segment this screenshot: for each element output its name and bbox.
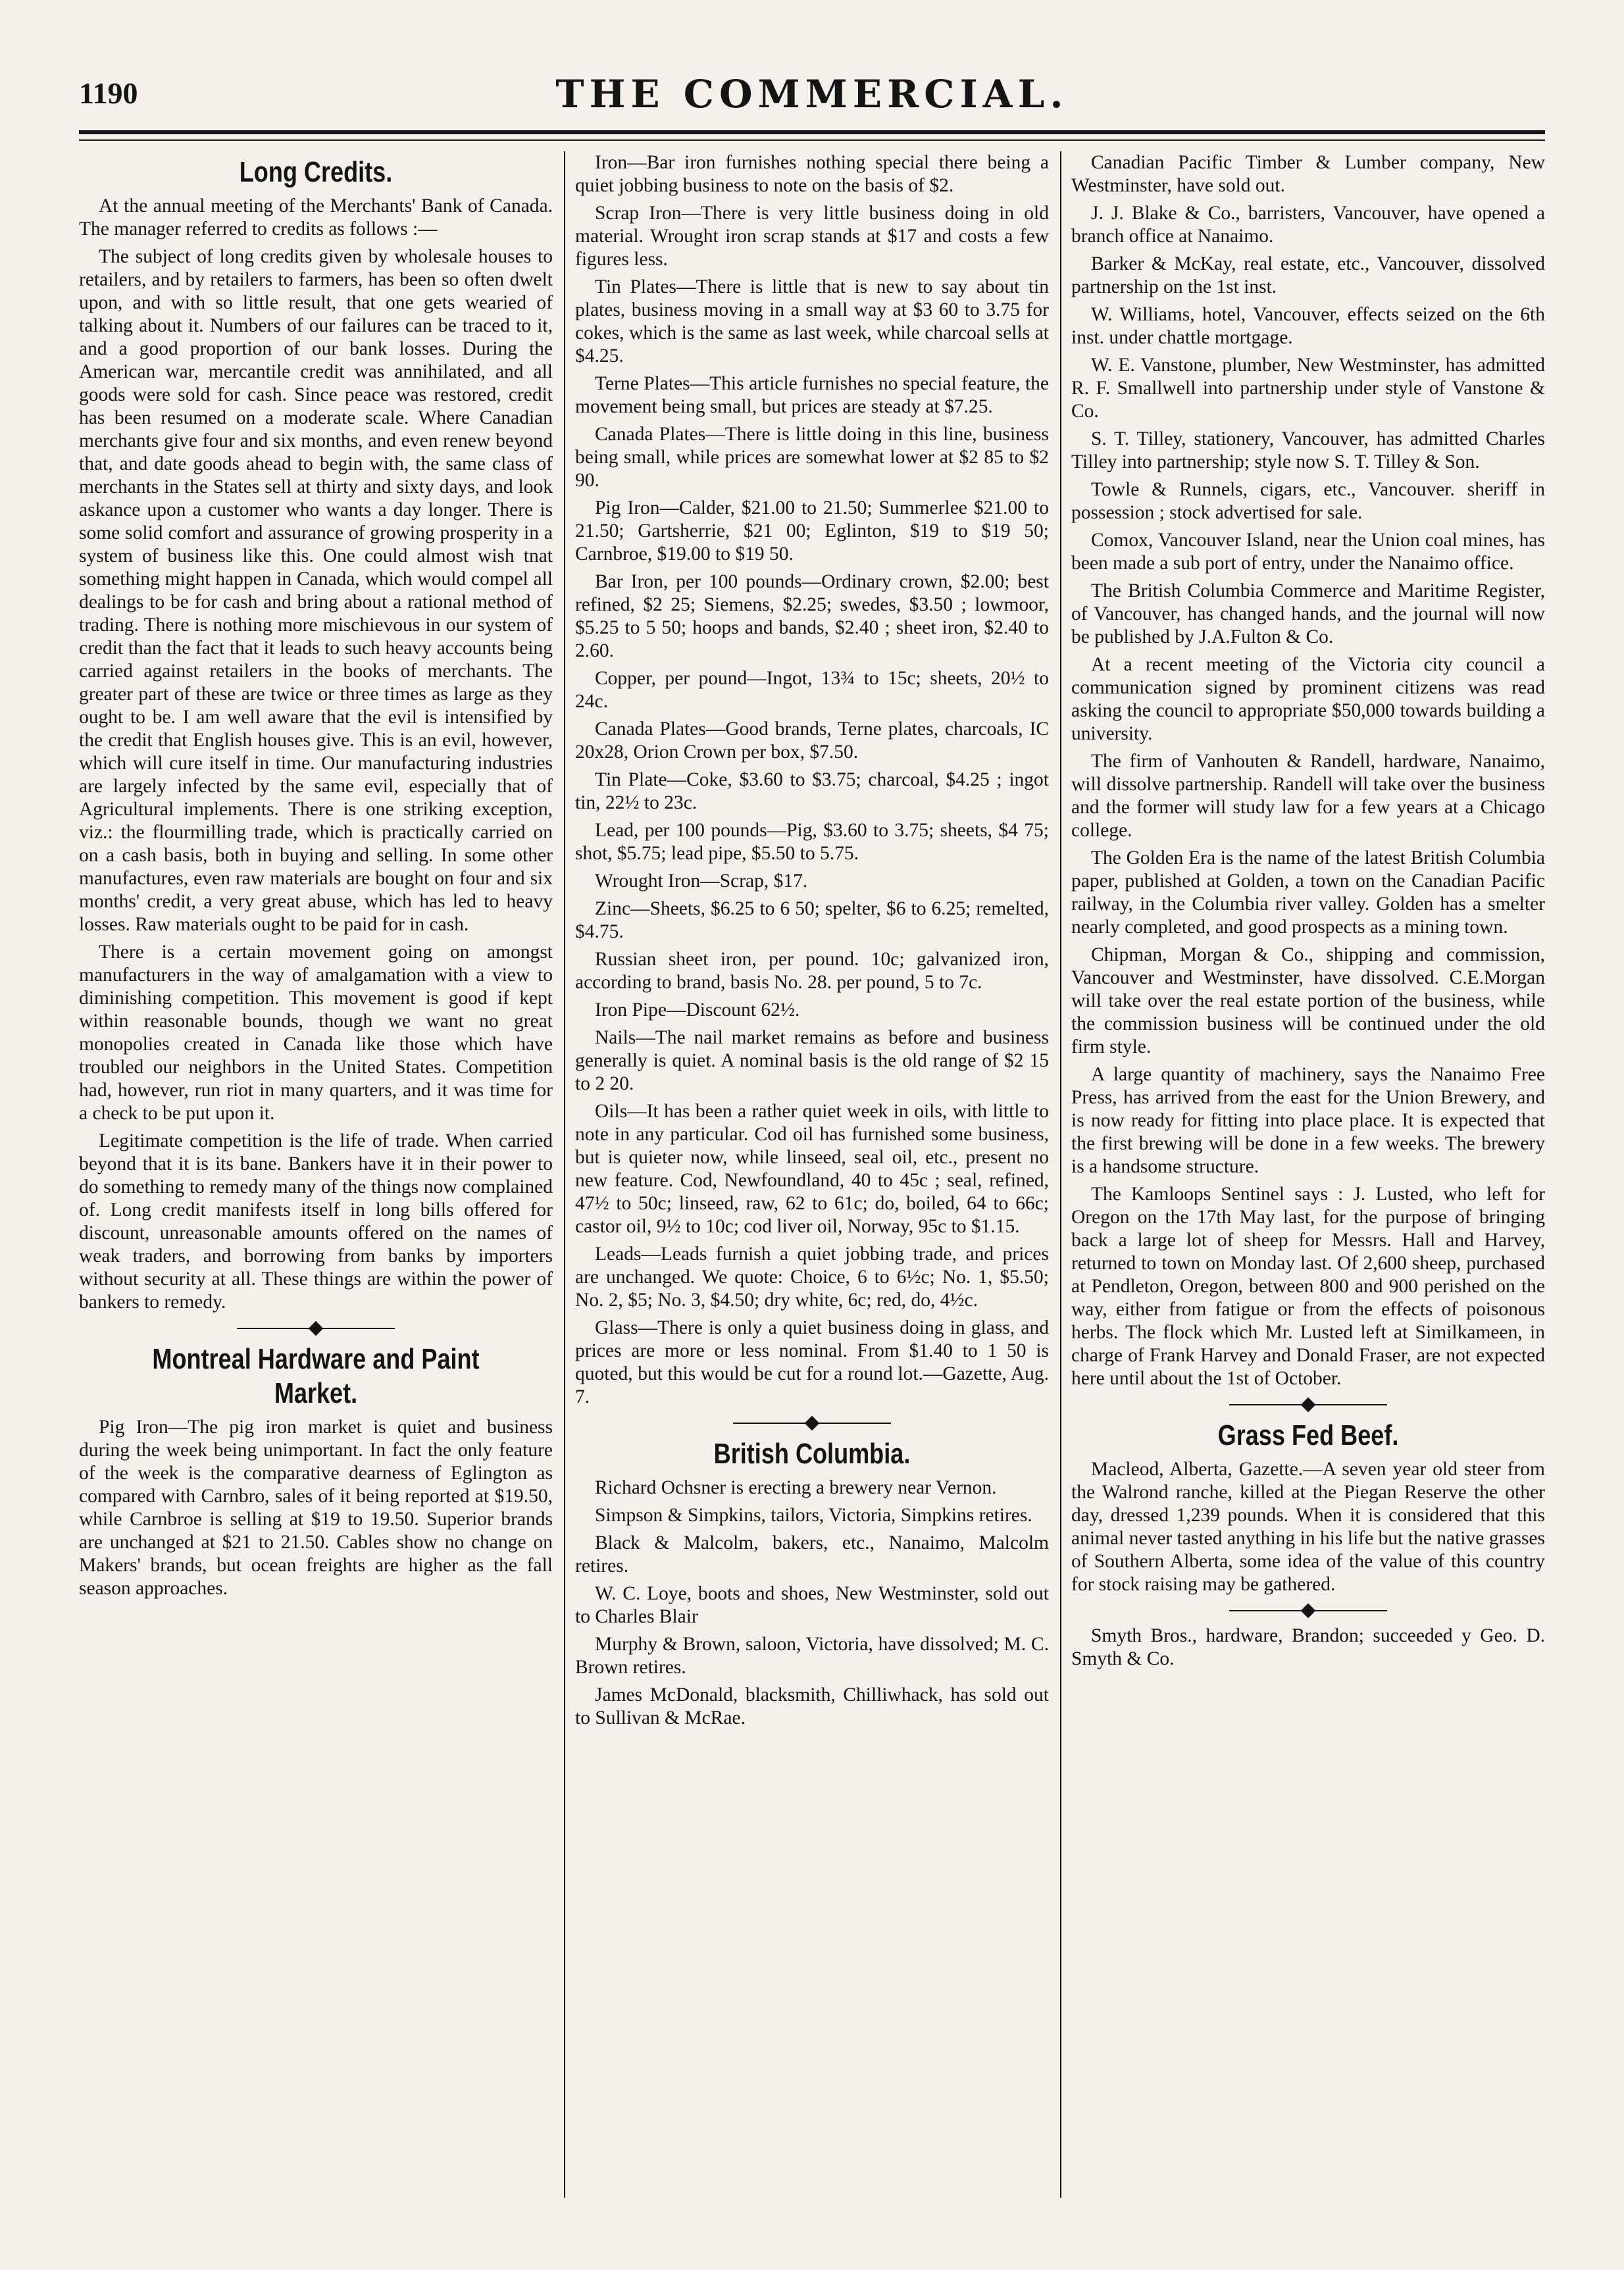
column-2 (575, 151, 1049, 2198)
paragraph: W. E. Vanstone, plumber, New Westminster, has admitted R. F. Smallwell into partnership under style of Vanstone & Co. (1071, 355, 1545, 422)
paragraph: There is a certain movement going on amongst manufacturers in the way of amalgamation with a view to diminishing competition. This movement is good if kept within reasonable bounds, though we want no great monopolies created in Canada like those which have troubled our neighbors in the United States. Competition had, however, run riot in many quarters, and it was time for a check to be put upon it. (79, 942, 553, 1124)
section-separator (1229, 1395, 1387, 1415)
paragraph: Murphy & Brown, saloon, Victoria, have dissolved; M. C. Brown retires. (575, 1634, 1049, 1678)
paragraph: Tin Plates—There is little that is new to say about tin plates, business moving in a small way at $3 60 to 3.75 for cokes, which is the same as last week, while charcoal sells at $4.25. (575, 276, 1049, 366)
paragraph: Wrought Iron—Scrap, $17. (595, 870, 808, 892)
paragraph: Leads—Leads furnish a quiet jobbing trade, and prices are unchanged. We quote: Choice, 6 to 6½c; No. 1, $5.50; No. 2, $5; No. 3, $4.50; dry white, 6c; red, do, 4½c. (575, 1244, 1049, 1311)
paragraph: The firm of Vanhouten & Randell, hardware, Nanaimo, will dissolve partnership. Randell will take over the business and the former will study law for a few years at a Chicago college. (1071, 751, 1545, 841)
paragraph: The British Columbia Commerce and Maritime Register, of Vancouver, has changed hands, and the journal will now be published by J.A.Fulton & Co. (1071, 580, 1545, 647)
paragraph: W. Williams, hotel, Vancouver, effects seized on the 6th inst. under chattle mortgage. (1071, 304, 1545, 348)
heading-montreal-hardware: Montreal Hardware and Paint Market. (152, 1343, 480, 1409)
heading-grass-fed-beef: Grass Fed Beef. (1217, 1419, 1399, 1451)
paragraph: Smyth Bros., hardware, Brandon; succeeded y Geo. D. Smyth & Co. (1071, 1625, 1545, 1669)
section-separator (237, 1319, 395, 1338)
masthead-title: THE COMMERCIAL. (555, 72, 1069, 116)
section-separator (1229, 1601, 1387, 1621)
section-separator (733, 1413, 891, 1433)
paragraph: Iron—Bar iron furnishes nothing special there being a quiet jobbing business to note on the basis of $2. (575, 152, 1049, 196)
paragraph: Iron Pipe—Discount 62½. (595, 999, 800, 1021)
paragraph: Zinc—Sheets, $6.25 to 6 50; spelter, $6 to 6.25; remelted, $4.75. (575, 898, 1049, 942)
paragraph: Simpson & Simpkins, tailors, Victoria, Simpkins retires. (595, 1505, 1032, 1526)
column-1 (79, 151, 553, 2198)
paragraph: The Kamloops Sentinel says : J. Lusted, who left for Oregon on the 17th May last, for the purpose of bringing back a large lot of sheep for Messrs. Hall and Harvey, returned to town on Monday last. Of 2,600 sheep, purchased at Pendleton, Oregon, between 800 and 900 perished on the way, either from fatigue or from the effects of poisonous herbs. The flock which Mr. Lusted left at Similkameen, in charge of Frank Harvey and Donald Fraser, are not expected here until about the 1st of October. (1071, 1184, 1545, 1389)
paragraph: Towle & Runnels, cigars, etc., Vancouver. sheriff in possession ; stock advertised for sale. (1071, 479, 1545, 523)
column-divider (564, 151, 565, 2198)
paragraph: Canada Plates—There is little doing in this line, business being small, while prices are somewhat lower at $2 85 to $2 90. (575, 424, 1049, 491)
column-3 (1071, 151, 1545, 2198)
paragraph: Black & Malcolm, bakers, etc., Nanaimo, Malcolm retires. (575, 1532, 1049, 1576)
column-divider (1060, 151, 1061, 2198)
paragraph: Glass—There is only a quiet business doing in glass, and prices are more or less nominal. From $1.40 to 1 50 is quoted, but this would be cut for a round lot.—Gazette, Aug. 7. (575, 1317, 1049, 1407)
header-rule-thin (79, 139, 1545, 141)
paragraph: At a recent meeting of the Victoria city council a communication signed by prominent citizens was read asking the council to appropriate $50,000 towards building a university. (1071, 654, 1545, 744)
paragraph: Richard Ochsner is erecting a brewery near Vernon. (595, 1477, 997, 1498)
paragraph: Tin Plate—Coke, $3.60 to $3.75; charcoal, $4.25 ; ingot tin, 22½ to 23c. (575, 769, 1049, 813)
paragraph: Canada Plates—Good brands, Terne plates, charcoals, IC 20x28, Orion Crown per box, $7.50. (575, 719, 1049, 763)
heading-british-columbia: British Columbia. (713, 1438, 911, 1470)
page-header (79, 72, 1545, 122)
header-rule-thick (79, 130, 1545, 134)
heading-long-credits: Long Credits. (239, 156, 393, 188)
paragraph: Oils—It has been a rather quiet week in oils, with little to note in any particular. Cod oil has furnished some business, but is quieter now, while linseed, seal oil, etc., present no new feature. Cod, Newfoundland, 40 to 45c ; seal, refined, 47½ to 50c; linseed, raw, 62 to 61c; do, boiled, 64 to 66c; castor oil, 9½ to 10c; cod liver oil, Norway, 95c to $1.15. (575, 1101, 1049, 1237)
paragraph: W. C. Loye, boots and shoes, New Westminster, sold out to Charles Blair (575, 1583, 1049, 1627)
paragraph: Bar Iron, per 100 pounds—Ordinary crown, $2.00; best refined, $2 25; Siemens, $2.25; swedes, $3.50 ; lowmoor, $5.25 to 5 50; hoops and bands, $2.40 ; sheet iron, $2.40 to 2.60. (575, 571, 1049, 661)
paragraph: Lead, per 100 pounds—Pig, $3.60 to 3.75; sheets, $4 75; shot, $5.75; lead pipe, $5.50 to 5.75. (575, 820, 1049, 864)
paragraph: Canadian Pacific Timber & Lumber company, New Westminster, have sold out. (1071, 152, 1545, 196)
paragraph: Comox, Vancouver Island, near the Union coal mines, has been made a sub port of entry, under the Nanaimo office. (1071, 530, 1545, 574)
paragraph: Terne Plates—This article furnishes no special feature, the movement being small, but prices are steady at $7.25. (575, 373, 1049, 417)
paragraph: Russian sheet iron, per pound. 10c; galvanized iron, according to brand, basis No. 28. per pound, 5 to 7c. (575, 949, 1049, 993)
page-number: 1190 (79, 76, 138, 110)
paragraph: The subject of long credits given by wholesale houses to retailers, and by retailers to farmers, has been so often dwelt upon, and with so little result, that one gets wearied of talking about it. Numbers of our failures can be traced to it, and a good proportion of our bank losses. During the American war, mercantile credit was annihilated, and all goods were sold for cash. Since peace was restored, credit has been resumed on a moderate scale. Where Canadian merchants give four and six months, and even renew beyond that, and date goods ahead to begin with, the same class of merchants in the States sell at thirty and sixty days, and look askance upon a customer who wants a day longer. There is some solid comfort and assurance of growing prosperity in a system of business like this. One could almost wish tnat something might happen in Canada, which would compel all dealings to be for cash and bring about a rational method of trading. There is nothing more mischievous in our system of credit than the fact that it leads to such heavy accounts being carried against retailers in the books of merchants. The greater part of these are twice or three times as large as they ought to be. I am well aware that the evil is intensified by the credit that English houses give. This is an evil, however, which will cure itself in time. Our manufacturing industries are largely infected by the same evil, especially that of Agricultural implements. There is one striking exception, viz.: the flourmilling trade, which is practically carried on on a cash basis, both in buying and selling. In some other manufactures, even raw materials are bought on four and six months' credit, a very great abuse, which has led to heavy losses. Raw materials ought to be paid for in cash. (79, 246, 553, 935)
paragraph: Macleod, Alberta, Gazette.—A seven year old steer from the Walrond ranche, killed at the Piegan Reserve the other day, dressed 1,239 pounds. When it is considered that this animal never tasted anything in his life but the native grasses of Southern Alberta, some idea of the value of this country for stock raising may be gathered. (1071, 1459, 1545, 1595)
paragraph: A large quantity of machinery, says the Nanaimo Free Press, has arrived from the east for the Union Brewery, and is now ready for fitting into place place. It is expected that the first brewing will be done in a few weeks. The brewery is a handsome structure. (1071, 1064, 1545, 1177)
paragraph: The Golden Era is the name of the latest British Columbia paper, published at Golden, a town on the Canadian Pacific railway, in the Columbia river valley. Golden has a smelter nearly completed, and good prospects as a mining town. (1071, 847, 1545, 938)
paragraph: Barker & McKay, real estate, etc., Vancouver, dissolved partnership on the 1st inst. (1071, 253, 1545, 297)
paragraph: James McDonald, blacksmith, Chilliwhack, has sold out to Sullivan & McRae. (575, 1684, 1049, 1728)
paragraph: At the annual meeting of the Merchants' Bank of Canada. The manager referred to credits as follows :— (79, 195, 553, 240)
article-columns (79, 151, 1545, 2198)
paragraph: Copper, per pound—Ingot, 13¾ to 15c; sheets, 20½ to 24c. (575, 668, 1049, 712)
paragraph: Scrap Iron—There is very little business doing in old material. Wrought iron scrap stands at $17 and costs a few figures less. (575, 203, 1049, 270)
paragraph: S. T. Tilley, stationery, Vancouver, has admitted Charles Tilley into partnership; style now S. T. Tilley & Son. (1071, 428, 1545, 472)
paragraph: Legitimate competition is the life of trade. When carried beyond that it is its bane. Bankers have it in their power to do something to remedy many of the things now complained of. Long credit manifests itself in long bills offered for discount, unreasonable amounts offered on the names of weak traders, and borrowing from banks by importers without security at all. These things are within the power of bankers to remedy. (79, 1130, 553, 1313)
paragraph: Pig Iron—The pig iron market is quiet and business during the week being unimportant. In fact the only feature of the week is the comparative dearness of Eglington as compared with Carnbro, sales of it being reported at $19.50, while Carnbroe is selling at $19 to 19.50. Superior brands are unchanged at $21 to 21.50. Cables show no change on Makers' brands, but ocean freights are higher as the fall season approaches. (79, 1417, 553, 1599)
paragraph: Pig Iron—Calder, $21.00 to 21.50; Summerlee $21.00 to 21.50; Gartsherrie, $21 00; Eglinton, $19 to $19 50; Carnbroe, $19.00 to $19 50. (575, 497, 1049, 565)
paragraph: J. J. Blake & Co., barristers, Vancouver, have opened a branch office at Nanaimo. (1071, 203, 1545, 247)
paragraph: Nails—The nail market remains as before and business generally is quiet. A nominal basis is the old range of $2 15 to 2 20. (575, 1027, 1049, 1094)
paragraph: Chipman, Morgan & Co., shipping and commission, Vancouver and Westminster, have dissolved. C.E.Morgan will take over the real estate portion of the business, while the commission business will be continued under the old firm style. (1071, 944, 1545, 1057)
